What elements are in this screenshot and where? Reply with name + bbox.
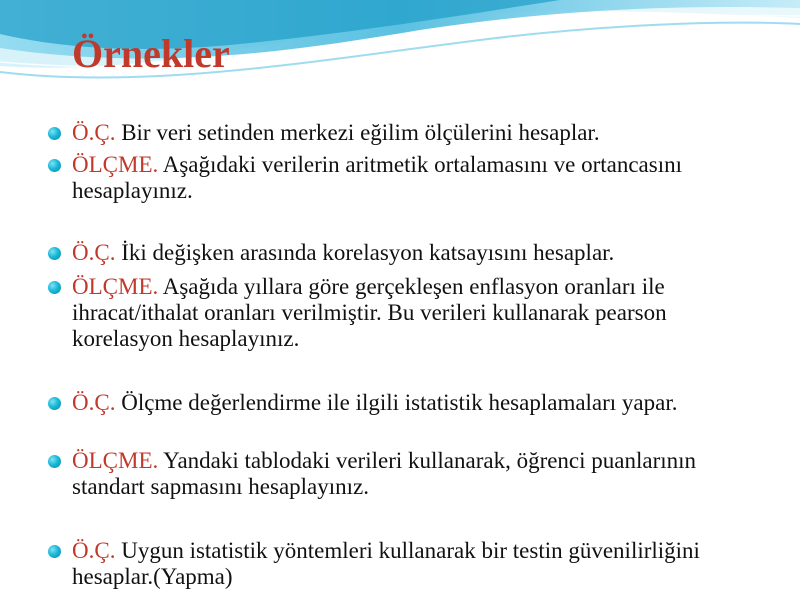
list-item xyxy=(72,274,752,352)
item-label: Ö.Ç. xyxy=(72,390,116,415)
list-item xyxy=(72,152,752,204)
item-text: Bir veri setinden merkezi eğilim ölçülerini hesaplar. xyxy=(115,120,600,145)
list-item xyxy=(72,538,752,590)
item-text: Aşağıda yıllara göre gerçekleşen enflasyon oranları ile ihracat/ithalat oranları verilmiştir. Bu verileri kullanarak pearson korelasyon hesaplayınız. xyxy=(72,274,667,351)
bullet-icon xyxy=(48,281,61,294)
item-label: Ö.Ç. xyxy=(72,240,116,265)
bullet-icon xyxy=(48,159,61,172)
list-item xyxy=(72,240,752,266)
item-text: Uygun istatistik yöntemleri kullanarak bir testin güvenilirliğini hesaplar.(Yapma) xyxy=(72,538,700,589)
slide-title: Örnekler xyxy=(72,31,230,76)
item-label: ÖLÇME. xyxy=(72,448,159,473)
bullet-icon xyxy=(48,397,61,410)
list-item xyxy=(72,390,752,416)
item-text: Aşağıdaki verilerin aritmetik ortalamasını ve ortancasını hesaplayınız. xyxy=(72,152,682,203)
item-label: Ö.Ç. xyxy=(72,538,116,563)
bullet-icon xyxy=(48,455,61,468)
item-label: ÖLÇME. xyxy=(72,152,159,177)
list-item xyxy=(72,448,752,500)
item-label: Ö.Ç. xyxy=(72,120,116,145)
bullet-icon xyxy=(48,545,61,558)
item-text: Ölçme değerlendirme ile ilgili istatistik hesaplamaları yapar. xyxy=(115,390,678,415)
bullet-icon xyxy=(48,127,61,140)
list-item xyxy=(72,120,752,146)
item-text: İki değişken arasında korelasyon katsayısını hesaplar. xyxy=(115,240,615,265)
bullet-icon xyxy=(48,247,61,260)
item-text: Yandaki tablodaki verileri kullanarak, öğrenci puanlarının standart sapmasını hesaplayınız. xyxy=(72,448,697,499)
item-label: ÖLÇME. xyxy=(72,274,159,299)
